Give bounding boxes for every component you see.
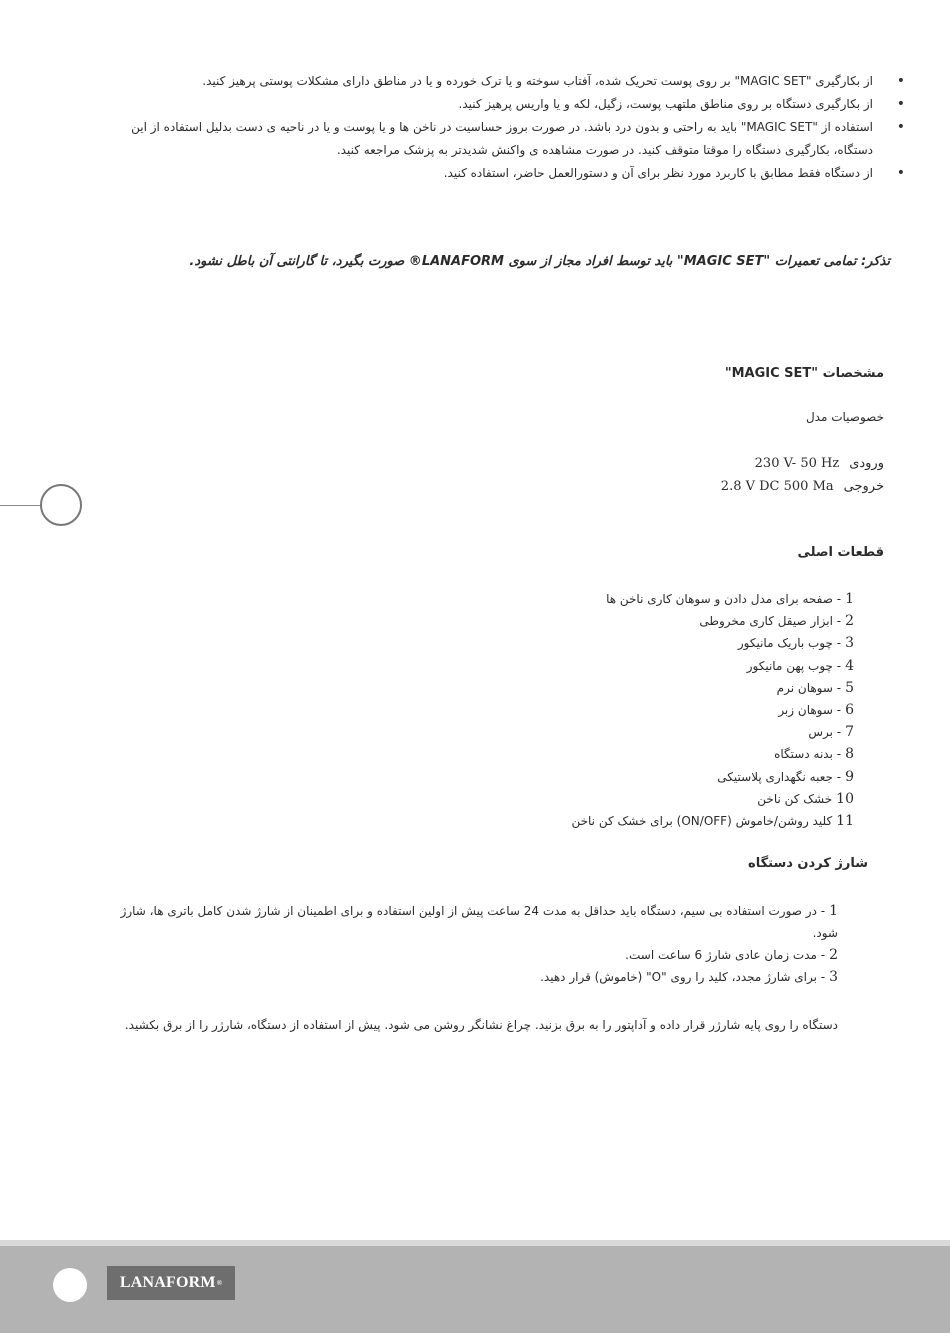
spec-input-value: 230 V- 50 Hz — [754, 456, 840, 471]
specs-heading: مشخصات "MAGIC SET" — [724, 366, 884, 381]
precaution-item: از دستگاه فقط مطابق با کاربرد مورد نظر برای آن و دستورالعمل حاضر، استفاده کنید. • — [130, 162, 875, 185]
logo-registered-mark: ® — [216, 1279, 223, 1287]
part-item: 7- برس — [808, 724, 854, 741]
spec-output-value: 2.8 V DC 500 Ma — [720, 479, 834, 494]
precaution-item: از بکارگیری دستگاه بر روی مناطق ملتهب پوست، زگیل، لکه و یا واریس پرهیز کنید. • — [130, 93, 875, 116]
part-item: 1- صفحه برای مدل دادن و سوهان کاری ناخن ها — [606, 591, 854, 607]
specs-subheading: خصوصیات مدل — [805, 410, 884, 424]
warranty-note: تذکر: تمامی تعمیرات "MAGIC SET" باید توسط افراد مجاز از سوی LANAFORM® صورت بگیرد، تا گارانتی آن باطل نشود. — [189, 254, 890, 269]
charging-paragraph: دستگاه را روی پایه شارژر قرار داده و آداپتور را به برق بزنید. چراغ نشانگر روشن می شود. پیش از استفاده از دستگاه، شارژر را از برق بکشید. — [124, 1018, 838, 1032]
parts-heading: قطعات اصلی — [797, 545, 884, 560]
part-item: 2- ابزار صیقل کاری مخروطی — [699, 613, 854, 630]
precautions-list — [130, 70, 875, 185]
part-item: 8- بدنه دستگاه — [774, 746, 854, 763]
precaution-item: از بکارگیری "MAGIC SET" بر روی پوست تحریک شده، آفتاب سوخته و یا ترک خورده و یا در مناطق دارای مشکلات پوستی پرهیز کنید. • — [130, 70, 875, 93]
part-item: 3- چوب باریک مانیکور — [737, 635, 854, 652]
charging-step: 1- در صورت استفاده بی سیم، دستگاه باید حداقل به مدت 24 ساعت پیش از اولین استفاده و برای اطمینان از شارژ شدن کامل باتری ها، شارژ شود. — [120, 903, 838, 940]
part-item: 5- سوهان نرم — [776, 679, 854, 696]
part-item: 4- چوب پهن مانیکور — [746, 657, 854, 674]
side-tab-circle — [40, 484, 82, 526]
charging-steps — [118, 900, 838, 988]
charging-step: 2- مدت زمان عادی شارژ 6 ساعت است. — [625, 947, 838, 963]
parts-list — [571, 588, 854, 832]
charging-heading: شارژ کردن دستگاه — [748, 856, 868, 871]
part-item: 11کلید روشن/خاموش (ON/OFF) برای خشک کن ناخن — [571, 813, 854, 830]
spec-input-row — [745, 456, 884, 471]
spec-input-label: ورودی — [849, 456, 884, 471]
logo-text: LANAFORM — [119, 1274, 216, 1291]
side-tab-line — [0, 505, 42, 506]
part-item: 9- جعبه نگهداری پلاستیکی — [717, 768, 854, 785]
page-number-circle — [53, 1268, 87, 1302]
part-item: 6- سوهان زبر — [778, 702, 854, 719]
spec-output-label: خروجی — [843, 479, 884, 494]
part-item: 10خشک کن ناخن — [757, 790, 854, 807]
charging-step: 3- برای شارژ مجدد، کلید را روی "O" (خاموش) قرار دهید. — [540, 969, 838, 985]
lanaform-logo — [107, 1266, 235, 1300]
spec-output-row — [711, 479, 884, 494]
precaution-item: استفاده از "MAGIC SET" باید به راحتی و بدون درد باشد. در صورت بروز حساسیت در ناخن ها و یا پوست و یا در ناحیه ی دست بدلیل استفاده از این دستگاه، بکارگیری دستگاه را موقتا متوقف کنید. در صورت مشاهده ی واکنش شدیدتر به پزشک مراجعه کنید. • — [130, 116, 875, 162]
